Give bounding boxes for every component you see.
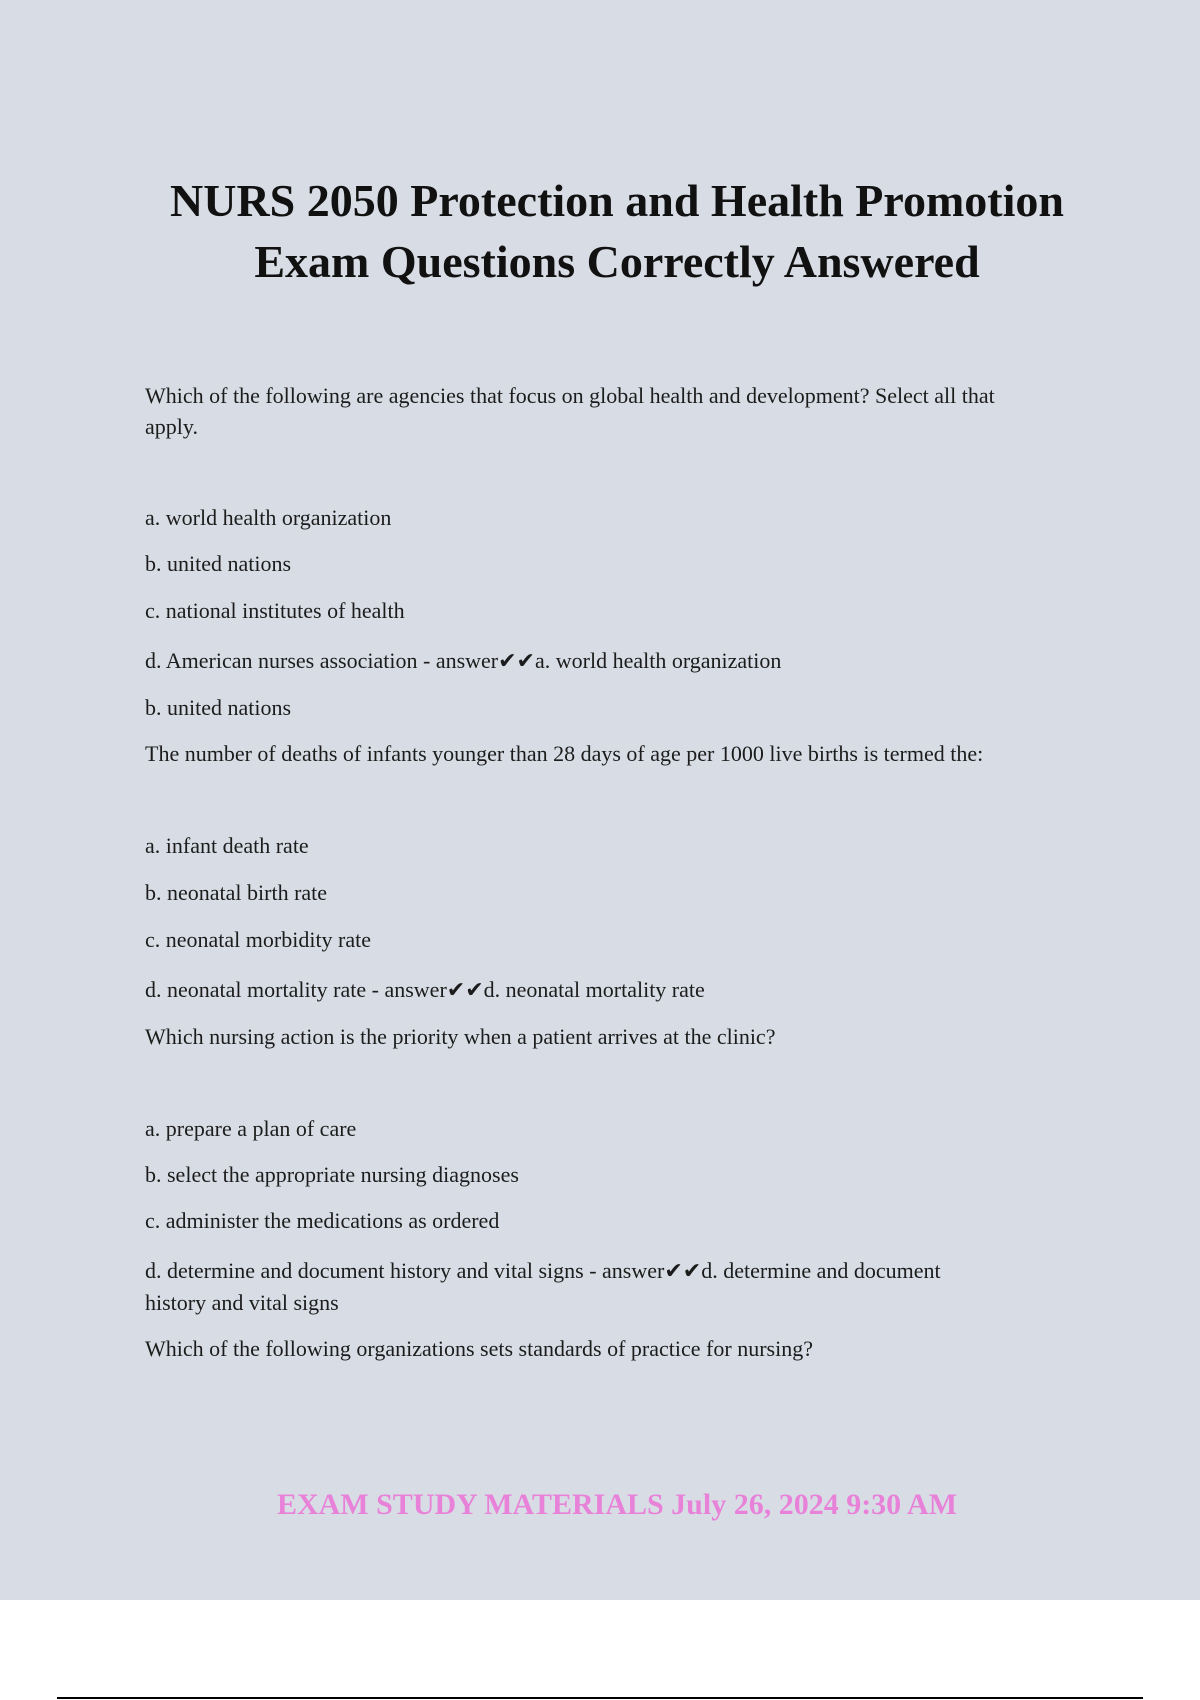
question-3-answer-cont: history and vital signs <box>145 1290 339 1315</box>
question-1-answer-cont: b. united nations <box>145 695 292 720</box>
title-line-1: NURS 2050 Protection and Health Promotion <box>170 175 1064 226</box>
question-3-option-b: b. select the appropriate nursing diagnoses <box>145 1162 519 1187</box>
page-bottom-rule <box>57 1697 1143 1699</box>
question-2-option-b: b. neonatal birth rate <box>145 880 328 905</box>
question-1-option-b: b. united nations <box>145 551 292 576</box>
question-1-text-cont: apply. <box>145 414 198 439</box>
question-2-text: The number of deaths of infants younger than 28 days of age per 1000 live births is termed the: <box>145 741 984 766</box>
footer-watermark: EXAM STUDY MATERIALS July 26, 2024 9:30 AM <box>276 1488 958 1521</box>
question-3-option-c: c. administer the medications as ordered <box>145 1208 500 1233</box>
question-1-option-c: c. national institutes of health <box>145 598 405 623</box>
question-3-text: Which nursing action is the priority when a patient arrives at the clinic? <box>145 1024 776 1049</box>
question-4-text: Which of the following organizations sets standards of practice for nursing? <box>145 1336 813 1361</box>
question-2-option-a: a. infant death rate <box>145 833 309 858</box>
question-3-option-d-answer: d. determine and document history and vital signs - answer✔✔d. determine and document <box>145 1258 941 1283</box>
question-1-option-a: a. world health organization <box>145 505 392 530</box>
document-title <box>0 170 1200 292</box>
question-1-option-d-answer: d. American nurses association - answer✔✔a. world health organization <box>145 648 782 673</box>
question-1-text: Which of the following are agencies that focus on global health and development? Select all that <box>145 383 995 408</box>
question-2-option-c: c. neonatal morbidity rate <box>145 927 372 952</box>
title-line-2: Exam Questions Correctly Answered <box>254 236 980 287</box>
question-2-option-d-answer: d. neonatal mortality rate - answer✔✔d. neonatal mortality rate <box>145 977 705 1002</box>
question-3-option-a: a. prepare a plan of care <box>145 1116 357 1141</box>
